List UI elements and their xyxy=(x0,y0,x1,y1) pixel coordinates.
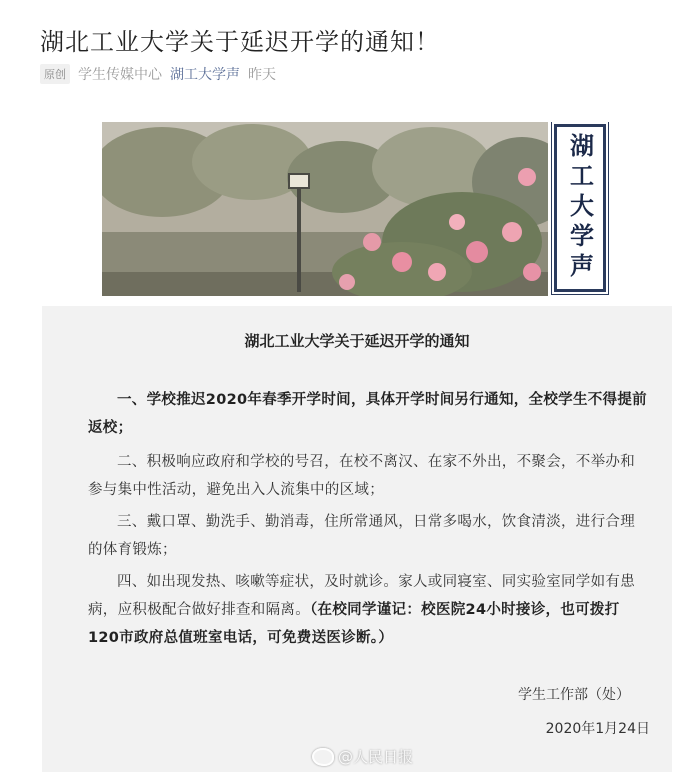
brand-tag-box xyxy=(554,124,606,292)
notice-card xyxy=(42,306,672,772)
campus-photo xyxy=(102,122,548,296)
banner-image xyxy=(102,122,610,296)
article-meta xyxy=(40,64,276,84)
notice-item-2: 二、积极响应政府和学校的号召，在校不离汉、在家不外出，不聚会，不举办和参与集中性活动，避免出入人流集中的区域； xyxy=(88,454,635,498)
author-name: 学生传媒中心 xyxy=(78,67,162,83)
weibo-watermark xyxy=(312,746,413,767)
watermark-text: @人民日报 xyxy=(338,748,414,766)
publish-date: 昨天 xyxy=(248,67,276,83)
campus-scene xyxy=(102,122,548,296)
signature-date: 2020年1月24日 xyxy=(545,721,650,737)
brand-tag: 湖工大学声 xyxy=(565,133,595,283)
account-link[interactable]: 湖工大学声 xyxy=(170,67,240,83)
notice-item-4-text: 四、如出现发热、咳嗽等症状，及时就诊。家人或同寝室、同实验室同学如有患病，应积极配合做好排查和隔离。 xyxy=(88,574,635,618)
notice-title: 湖北工业大学关于延迟开学的通知 xyxy=(244,332,470,350)
original-badge: 原创 xyxy=(40,64,70,84)
notice-item-1: 一、学校推迟2020年春季开学时间，具体开学时间另行通知，全校学生不得提前返校； xyxy=(88,392,647,436)
notice-item-3: 三、戴口罩、勤洗手、勤消毒，住所常通风，日常多喝水，饮食清淡，进行合理的体育锻炼； xyxy=(88,514,635,558)
weibo-logo-icon xyxy=(312,748,334,766)
notice-item-4-highlight: （在校同学谨记：校医院24小时接诊，也可拨打120市政府总值班室电话，可免费送医诊断。） xyxy=(88,602,620,646)
article-title: 湖北工业大学关于延迟开学的通知！ xyxy=(40,28,440,56)
notice-item-4 xyxy=(88,568,648,652)
issuing-department: 学生工作部（处） xyxy=(518,687,630,703)
